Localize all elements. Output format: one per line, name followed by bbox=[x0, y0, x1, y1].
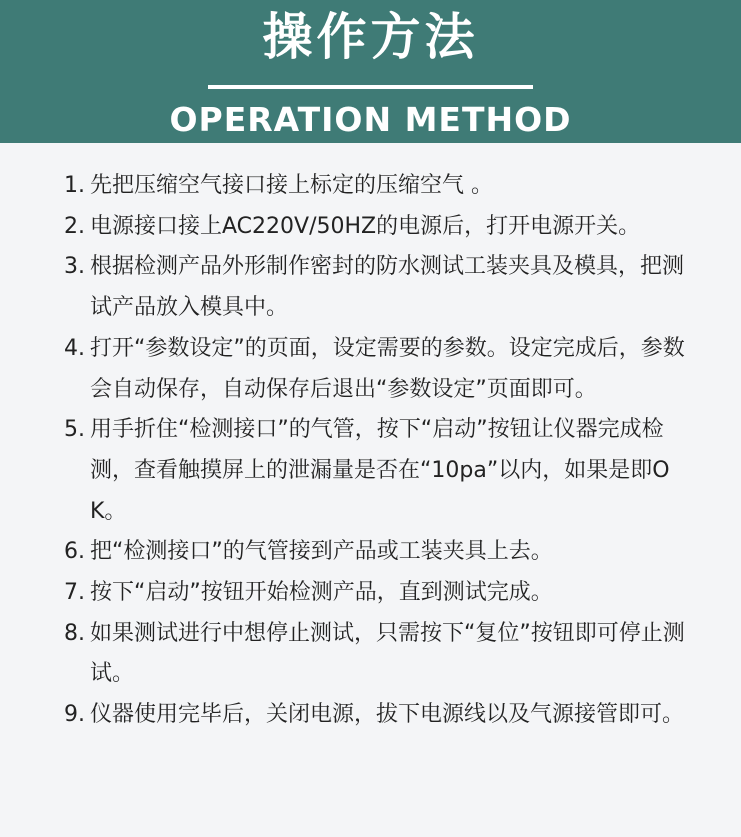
step-number: 7. bbox=[64, 580, 85, 606]
step-text: 根据检测产品外形制作密封的防水测试工装夹具及模具，把测试产品放入模具中。 bbox=[90, 254, 685, 321]
step-9 bbox=[64, 695, 704, 736]
step-text: 先把压缩空气接口接上标定的压缩空气 。 bbox=[90, 173, 493, 198]
step-text: 打开“参数设定”的页面，设定需要的参数。设定完成后，参数会自动保存，自动保存后退出“参数设定”页面即可。 bbox=[90, 335, 685, 402]
step-number: 4. bbox=[64, 335, 85, 361]
step-number: 6. bbox=[64, 539, 85, 565]
step-text: 如果测试进行中想停止测试，只需按下“复位”按钮即可停止测试。 bbox=[90, 620, 685, 687]
step-text: 用手折住“检测接口”的气管，按下“启动”按钮让仪器完成检测，查看触摸屏上的泄漏量是否在“10pa”以内，如果是即OK。 bbox=[90, 417, 670, 524]
step-text: 把“检测接口”的气管接到产品或工装夹具上去。 bbox=[90, 539, 553, 565]
step-number: 2. bbox=[64, 213, 85, 239]
title-chinese: 操作方法 bbox=[262, 8, 479, 66]
title-english: OPERATION METHOD bbox=[169, 100, 572, 139]
step-text: 电源接口接上AC220V/50HZ的电源后，打开电源开关。 bbox=[90, 213, 641, 239]
step-number: 9. bbox=[64, 702, 85, 728]
step-number: 8. bbox=[64, 620, 85, 646]
title-divider bbox=[208, 85, 533, 89]
step-6 bbox=[64, 532, 704, 573]
step-number: 1. bbox=[64, 173, 85, 198]
step-7 bbox=[64, 573, 704, 614]
operation-steps-list bbox=[64, 166, 704, 736]
header-banner bbox=[0, 0, 741, 143]
step-text: 按下“启动”按钮开始检测产品，直到测试完成。 bbox=[90, 580, 553, 606]
step-4 bbox=[64, 329, 704, 410]
step-8 bbox=[64, 614, 704, 695]
step-2 bbox=[64, 207, 704, 248]
step-5 bbox=[64, 410, 704, 532]
step-1 bbox=[64, 166, 704, 207]
step-number: 3. bbox=[64, 254, 85, 280]
step-number: 5. bbox=[64, 417, 85, 443]
step-text: 仪器使用完毕后，关闭电源，拔下电源线以及气源接管即可。 bbox=[90, 702, 685, 728]
step-3 bbox=[64, 247, 704, 328]
